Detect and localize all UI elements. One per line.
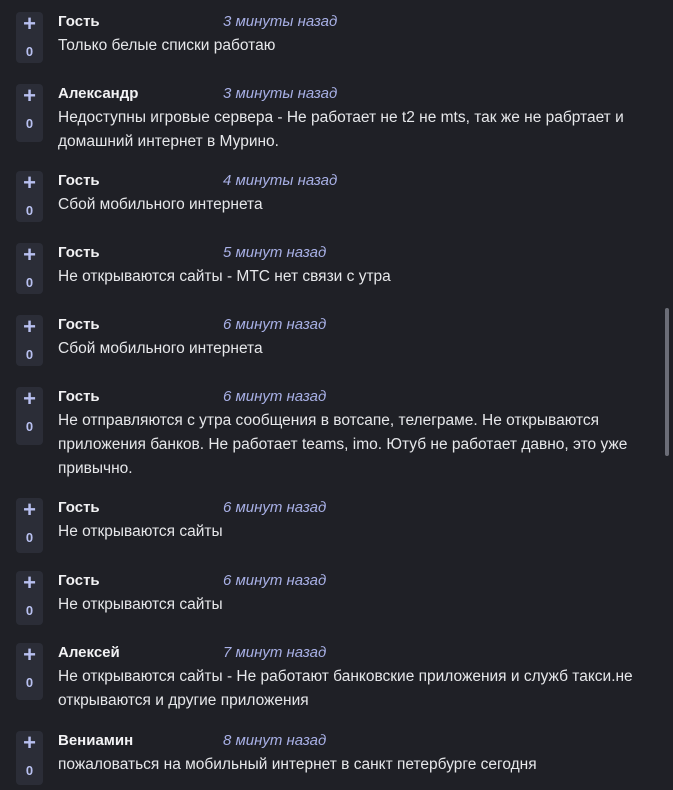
- comment-author: Гость: [58, 572, 100, 589]
- vote-box: [16, 171, 43, 222]
- comment-text: Только белые списки работаю: [58, 37, 276, 54]
- vote-box: [16, 12, 43, 63]
- comment-item: [0, 84, 660, 164]
- plus-icon[interactable]: +: [23, 570, 36, 595]
- vote-count: 0: [25, 275, 34, 290]
- comment-author: Гость: [58, 388, 100, 405]
- comment-author: Вениамин: [58, 732, 134, 749]
- vote-count: 0: [25, 419, 34, 434]
- comment-time[interactable]: 3 минуты назад: [223, 85, 338, 102]
- plus-icon[interactable]: +: [23, 730, 36, 755]
- comment-text: Не открываются сайты: [58, 596, 223, 613]
- comment-time[interactable]: 7 минут назад: [223, 644, 327, 661]
- comment-time[interactable]: 5 минут назад: [223, 244, 327, 261]
- vote-count: 0: [25, 603, 34, 618]
- comment-time[interactable]: 6 минут назад: [223, 388, 327, 405]
- comment-author: Гость: [58, 244, 100, 261]
- plus-icon[interactable]: +: [23, 242, 36, 267]
- comment-text: Не отправляются с утра сообщения в вотсапе, телеграме. Не открываются приложения банков. Не работает teams, imo. Ютуб не работает давно, это уже привычно.: [58, 412, 628, 477]
- comment-time[interactable]: 8 минут назад: [223, 732, 327, 749]
- comment-item: [0, 315, 660, 375]
- comment-item: [0, 12, 660, 72]
- vote-box: [16, 315, 43, 366]
- comment-time[interactable]: 3 минуты назад: [223, 13, 338, 30]
- vote-count: 0: [25, 347, 34, 362]
- plus-icon[interactable]: +: [23, 497, 36, 522]
- comment-author: Александр: [58, 85, 139, 102]
- comment-item: [0, 571, 660, 631]
- comment-text: Не открываются сайты: [58, 523, 223, 540]
- vote-box: [16, 387, 43, 445]
- vote-box: [16, 731, 43, 785]
- vote-box: [16, 84, 43, 142]
- comment-author: Гость: [58, 499, 100, 516]
- comment-text: Сбой мобильного интернета: [58, 196, 263, 213]
- vote-box: [16, 498, 43, 553]
- plus-icon[interactable]: +: [23, 11, 36, 36]
- comment-author: Гость: [58, 172, 100, 189]
- comment-time[interactable]: 6 минут назад: [223, 499, 327, 516]
- vote-count: 0: [25, 203, 34, 218]
- vote-box: [16, 643, 43, 700]
- comment-item: [0, 171, 660, 231]
- comment-author: Гость: [58, 316, 100, 333]
- comment-text: пожаловаться на мобильный интернет в санкт петербурге сегодня: [58, 756, 537, 773]
- plus-icon[interactable]: +: [23, 83, 36, 108]
- comment-item: [0, 643, 660, 723]
- plus-icon[interactable]: +: [23, 170, 36, 195]
- comment-text: Недоступны игровые сервера - Не работает не t2 не mts, так же не рабртает и домашний интернет в Мурино.: [58, 109, 624, 150]
- comment-author: Алексей: [58, 644, 120, 661]
- comment-item: [0, 498, 660, 558]
- vote-count: 0: [25, 116, 34, 131]
- vote-count: 0: [25, 530, 34, 545]
- comment-item: [0, 243, 660, 303]
- comment-text: Не открываются сайты - Не работают банковские приложения и служб такси.не открываются и другие приложения: [58, 668, 633, 709]
- comment-time[interactable]: 6 минут назад: [223, 572, 327, 589]
- plus-icon[interactable]: +: [23, 386, 36, 411]
- vote-count: 0: [25, 675, 34, 690]
- plus-icon[interactable]: +: [23, 642, 36, 667]
- comment-author: Гость: [58, 13, 100, 30]
- comment-text: Не открываются сайты - МТС нет связи с утра: [58, 268, 391, 285]
- plus-icon[interactable]: +: [23, 314, 36, 339]
- comment-time[interactable]: 6 минут назад: [223, 316, 327, 333]
- comment-time[interactable]: 4 минуты назад: [223, 172, 338, 189]
- comment-text: Сбой мобильного интернета: [58, 340, 263, 357]
- vote-count: 0: [25, 763, 34, 778]
- comment-item: [0, 387, 660, 487]
- vote-box: [16, 243, 43, 294]
- vote-count: 0: [25, 44, 34, 59]
- vote-box: [16, 571, 43, 625]
- comment-item: [0, 731, 660, 790]
- scrollbar-thumb[interactable]: [665, 308, 669, 456]
